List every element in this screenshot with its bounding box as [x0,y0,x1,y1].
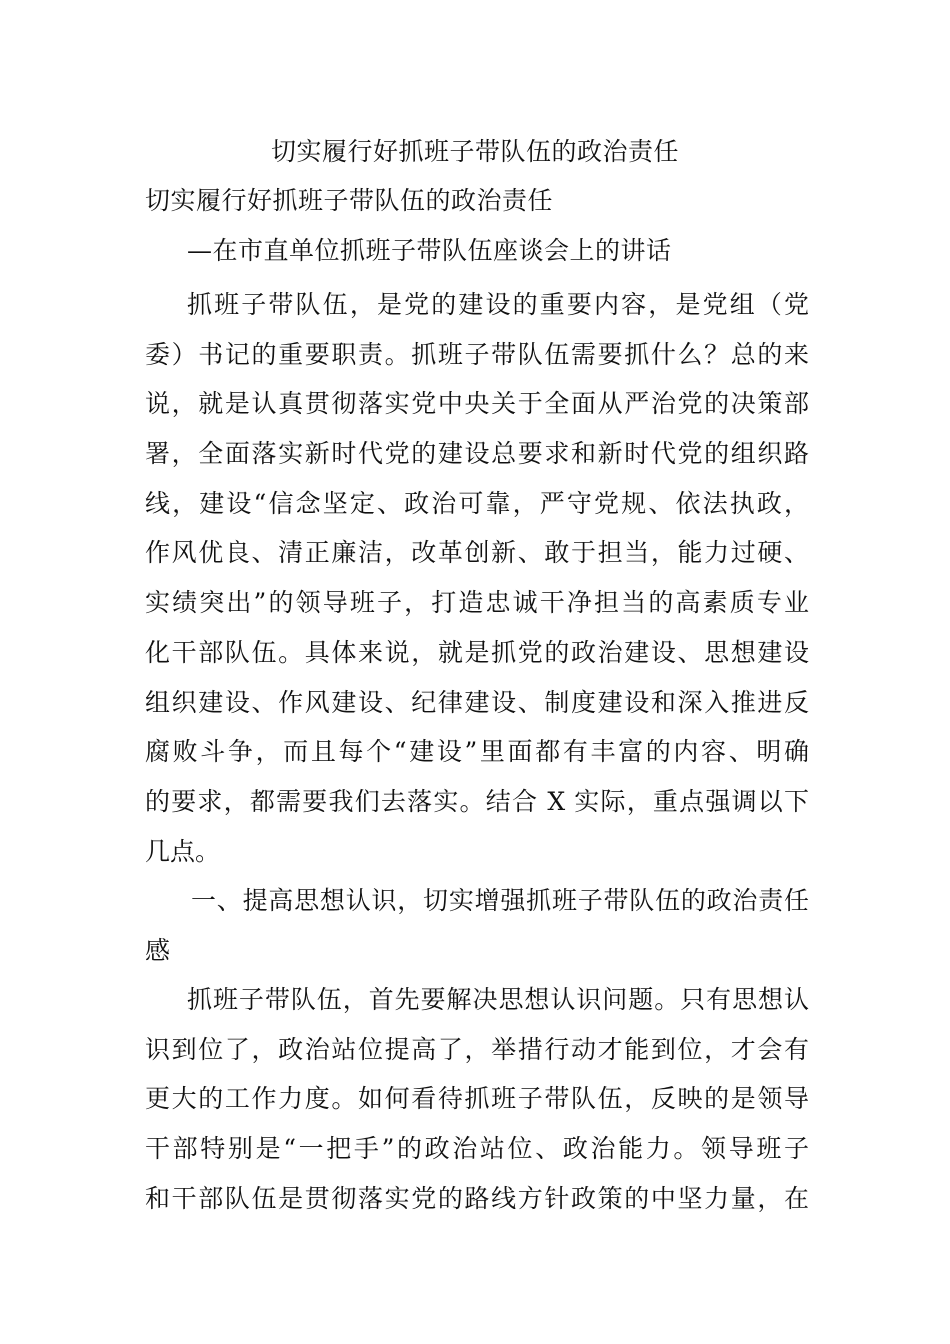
text-line: 抓班子带队伍，是党的建设的重要内容，是党组（党 [187,290,809,319]
text-line: 实绩突出”的领导班子，打造忠诚干净担当的高素质专业 [145,588,809,618]
document-title: 切实履行好抓班子带队伍的政治责任 [270,137,679,166]
text-line: 腐败斗争，而且每个“建设”里面都有丰富的内容、明确 [145,737,809,767]
text-line: 说，就是认真贯彻落实党中央关于全面从严治党的决策部 [145,389,809,419]
text-line: 和干部队伍是贯彻落实党的路线方针政策的中坚力量，在 [145,1183,809,1213]
text-line: 识到位了，政治站位提高了，举措行动才能到位，才会有 [145,1034,809,1064]
text-line: 几点。 [145,836,221,866]
text-line: 抓班子带队伍，首先要解决思想认识问题。只有思想认 [187,985,809,1014]
text-line: 委）书记的重要职责。抓班子带队伍需要抓什么？总的来 [145,339,809,369]
speech-subheading: —在市直单位抓班子带队伍座谈会上的讲话 [187,236,672,265]
text-line: 干部特别是“一把手”的政治站位、政治能力。领导班子 [145,1134,809,1164]
text-line: 感 [145,935,171,965]
paragraph-intro [145,280,809,876]
text-line: 化干部队伍。具体来说，就是抓党的政治建设、思想建设 [145,637,809,667]
text-line: 线，建设“信念坚定、政治可靠，严守党规、依法执政， [145,488,809,518]
text-line: 更大的工作力度。如何看待抓班子带队伍，反映的是领导 [145,1084,809,1114]
section-1-title [145,876,809,975]
speech-heading: 切实履行好抓班子带队伍的政治责任 [145,186,554,215]
paragraph-section-1 [145,975,809,1223]
text-line: 的要求，都需要我们去落实。结合 X 实际，重点强调以下 [145,786,809,816]
text-line: 一、提高思想认识，切实增强抓班子带队伍的政治责任 [191,886,809,915]
text-line: 组织建设、作风建设、纪律建设、制度建设和深入推进反 [145,687,809,717]
text-line: 署，全面落实新时代党的建设总要求和新时代党的组织路 [145,439,809,469]
text-line: 作风优良、清正廉洁，改革创新、敢于担当，能力过硬、 [145,538,809,568]
